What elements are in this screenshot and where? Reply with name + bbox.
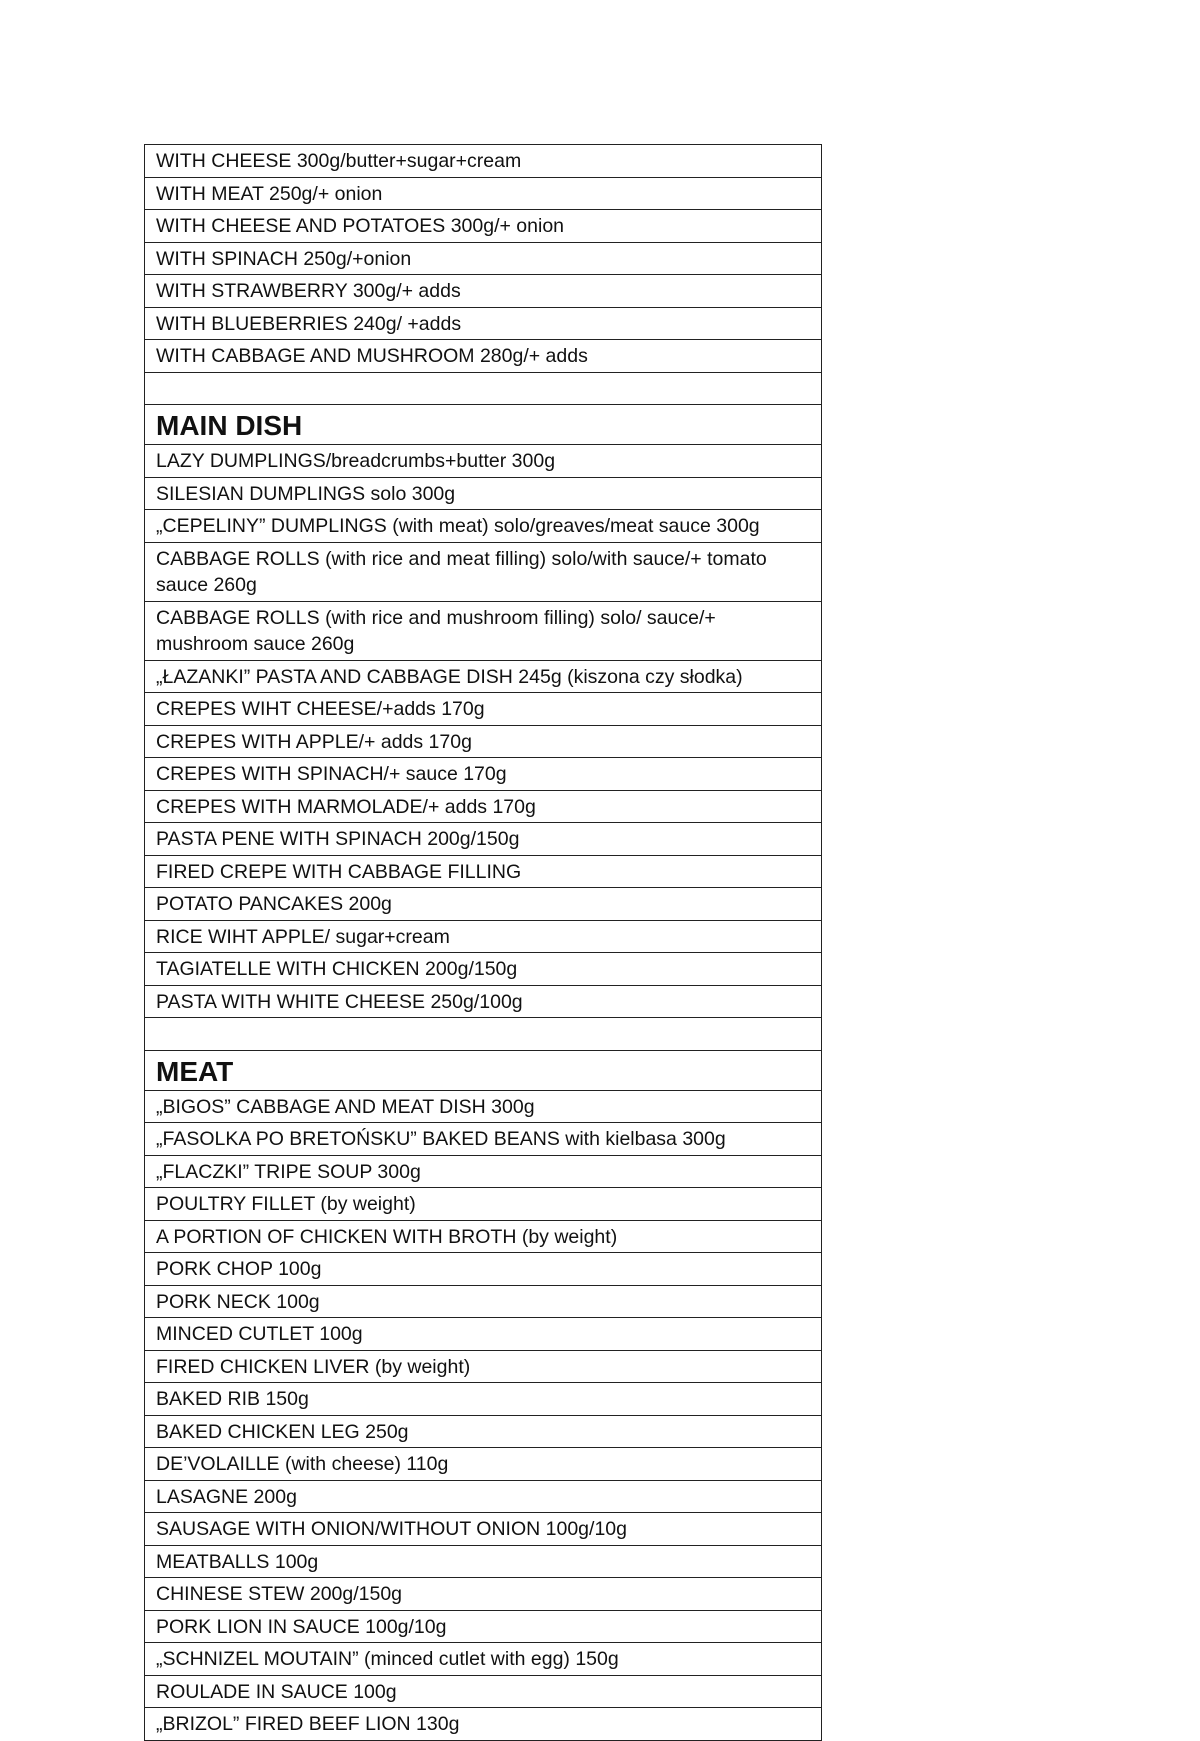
menu-item-row — [145, 1578, 822, 1611]
menu-item: WITH MEAT 250g/+ onion — [145, 177, 822, 210]
menu-item: PORK LION IN SAUCE 100g/10g — [145, 1610, 822, 1643]
menu-item: CREPES WITH MARMOLADE/+ adds 170g — [145, 790, 822, 823]
section-heading-row — [145, 1050, 822, 1090]
menu-item-row — [145, 307, 822, 340]
blank-cell — [145, 1018, 822, 1051]
menu-item-row — [145, 1090, 822, 1123]
menu-item: „SCHNIZEL MOUTAIN” (minced cutlet with egg) 150g — [145, 1643, 822, 1676]
menu-item-row — [145, 888, 822, 921]
menu-item-row — [145, 242, 822, 275]
menu-item: LAZY DUMPLINGS/breadcrumbs+butter 300g — [145, 445, 822, 478]
menu-item: FIRED CREPE WITH CABBAGE FILLING — [145, 855, 822, 888]
menu-item-row — [145, 1545, 822, 1578]
menu-item: BAKED CHICKEN LEG 250g — [145, 1415, 822, 1448]
menu-item-row — [145, 1188, 822, 1221]
menu-item-row — [145, 920, 822, 953]
menu-item: MEATBALLS 100g — [145, 1545, 822, 1578]
menu-item: „BIGOS” CABBAGE AND MEAT DISH 300g — [145, 1090, 822, 1123]
menu-item: A PORTION OF CHICKEN WITH BROTH (by weight) — [145, 1220, 822, 1253]
menu-item: PORK CHOP 100g — [145, 1253, 822, 1286]
menu-item-row — [145, 693, 822, 726]
menu-item-row — [145, 1643, 822, 1676]
menu-item-row — [145, 660, 822, 693]
menu-item: CHINESE STEW 200g/150g — [145, 1578, 822, 1611]
menu-item: WITH STRAWBERRY 300g/+ adds — [145, 275, 822, 308]
menu-item: CREPES WITH SPINACH/+ sauce 170g — [145, 758, 822, 791]
blank-row — [145, 372, 822, 405]
menu-body — [145, 145, 822, 1741]
menu-item: CREPES WITH APPLE/+ adds 170g — [145, 725, 822, 758]
menu-item-row — [145, 1123, 822, 1156]
menu-item-row — [145, 510, 822, 543]
menu-item-row — [145, 1448, 822, 1481]
menu-item-row — [145, 1415, 822, 1448]
menu-item: „FLACZKI” TRIPE SOUP 300g — [145, 1155, 822, 1188]
blank-cell — [145, 372, 822, 405]
menu-item: PASTA WITH WHITE CHEESE 250g/100g — [145, 985, 822, 1018]
menu-item: CREPES WIHT CHEESE/+adds 170g — [145, 693, 822, 726]
menu-item-row — [145, 1285, 822, 1318]
blank-row — [145, 1018, 822, 1051]
section-heading: MAIN DISH — [145, 405, 822, 445]
menu-item-row — [145, 177, 822, 210]
menu-item-row — [145, 1675, 822, 1708]
menu-item: FIRED CHICKEN LIVER (by weight) — [145, 1350, 822, 1383]
menu-item-row — [145, 1513, 822, 1546]
menu-item-row — [145, 445, 822, 478]
menu-item-row — [145, 1318, 822, 1351]
menu-item: POTATO PANCAKES 200g — [145, 888, 822, 921]
menu-item-row — [145, 1220, 822, 1253]
menu-item-row — [145, 477, 822, 510]
menu-item-row — [145, 210, 822, 243]
menu-item-row — [145, 823, 822, 856]
menu-item: WITH CHEESE AND POTATOES 300g/+ onion — [145, 210, 822, 243]
section-heading: MEAT — [145, 1050, 822, 1090]
menu-item: ROULADE IN SAUCE 100g — [145, 1675, 822, 1708]
menu-item: BAKED RIB 150g — [145, 1383, 822, 1416]
menu-item-row — [145, 1610, 822, 1643]
menu-item: DE’VOLAILLE (with cheese) 110g — [145, 1448, 822, 1481]
menu-item-row — [145, 542, 822, 601]
menu-item-row — [145, 1253, 822, 1286]
menu-item: MINCED CUTLET 100g — [145, 1318, 822, 1351]
section-heading-row — [145, 405, 822, 445]
menu-item: WITH CABBAGE AND MUSHROOM 280g/+ adds — [145, 340, 822, 373]
menu-item: RICE WIHT APPLE/ sugar+cream — [145, 920, 822, 953]
menu-item: SAUSAGE WITH ONION/WITHOUT ONION 100g/10g — [145, 1513, 822, 1546]
menu-item-row — [145, 790, 822, 823]
menu-item-row — [145, 855, 822, 888]
menu-item-row — [145, 1383, 822, 1416]
menu-item-row — [145, 145, 822, 178]
menu-item-row — [145, 985, 822, 1018]
menu-item: CABBAGE ROLLS (with rice and meat filling) solo/with sauce/+ tomato sauce 260g — [145, 542, 822, 601]
menu-item-row — [145, 758, 822, 791]
menu-item-row — [145, 1480, 822, 1513]
menu-item: CABBAGE ROLLS (with rice and mushroom filling) solo/ sauce/+ mushroom sauce 260g — [145, 601, 822, 660]
menu-item: „ŁAZANKI” PASTA AND CABBAGE DISH 245g (kiszona czy słodka) — [145, 660, 822, 693]
menu-item-row — [145, 725, 822, 758]
menu-item-row — [145, 1155, 822, 1188]
menu-item-row — [145, 953, 822, 986]
menu-item-row — [145, 340, 822, 373]
menu-item-row — [145, 1350, 822, 1383]
menu-item: „BRIZOL” FIRED BEEF LION 130g — [145, 1708, 822, 1741]
menu-item: „FASOLKA PO BRETOŃSKU” BAKED BEANS with kielbasa 300g — [145, 1123, 822, 1156]
menu-item: TAGIATELLE WITH CHICKEN 200g/150g — [145, 953, 822, 986]
menu-item: LASAGNE 200g — [145, 1480, 822, 1513]
menu-item: PORK NECK 100g — [145, 1285, 822, 1318]
menu-item-row — [145, 275, 822, 308]
menu-item: WITH SPINACH 250g/+onion — [145, 242, 822, 275]
menu-table — [144, 144, 822, 1741]
menu-item: WITH CHEESE 300g/butter+sugar+cream — [145, 145, 822, 178]
menu-item: PASTA PENE WITH SPINACH 200g/150g — [145, 823, 822, 856]
menu-item-row — [145, 601, 822, 660]
menu-item: WITH BLUEBERRIES 240g/ +adds — [145, 307, 822, 340]
menu-item: „CEPELINY” DUMPLINGS (with meat) solo/greaves/meat sauce 300g — [145, 510, 822, 543]
menu-item-row — [145, 1708, 822, 1741]
menu-item: SILESIAN DUMPLINGS solo 300g — [145, 477, 822, 510]
menu-item: POULTRY FILLET (by weight) — [145, 1188, 822, 1221]
